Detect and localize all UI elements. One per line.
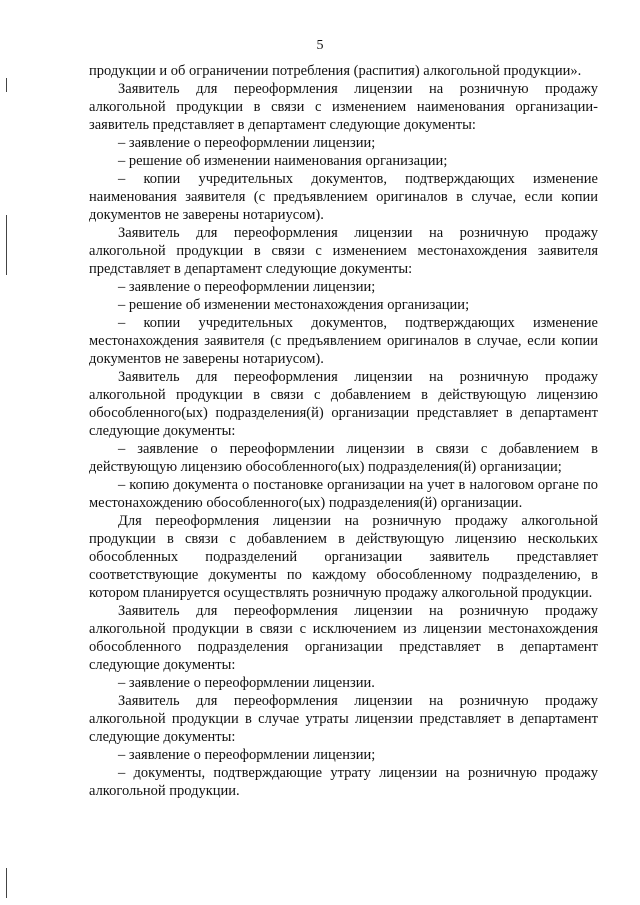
- paragraph: – заявление о переоформлении лицензии.: [118, 675, 375, 691]
- paragraph: – заявление о переоформлении лицензии в связи с добавлением в действующую лицензию обособленного(ых) подразделения(й) организации;: [89, 441, 598, 475]
- paragraph: Заявитель для переоформления лицензии на розничную продажу алкогольной продукции в связи с изменением местонахождения заявителя представляет в департамент следующие документы:: [89, 225, 598, 277]
- paragraph: Заявитель для переоформления лицензии на розничную продажу алкогольной продукции в связи с добавлением в действующую лицензию обособленного(ых) подразделения(й) организации представляет в департамент следующие документы:: [89, 369, 598, 439]
- scan-margin-mark-middle: [6, 215, 7, 275]
- paragraph: – заявление о переоформлении лицензии;: [118, 279, 376, 295]
- paragraph: – копии учредительных документов, подтверждающих изменение наименования заявителя (с предъявлением оригиналов в случае, если копии документов не заверены нотариусом).: [89, 171, 598, 223]
- page-number: 5: [316, 38, 324, 53]
- paragraph: Заявитель для переоформления лицензии на розничную продажу алкогольной продукции в связи с изменением наименования организации-заявитель представляет в департамент следующие документы:: [89, 81, 598, 133]
- paragraph: Заявитель для переоформления лицензии на розничную продажу алкогольной продукции в случае утраты лицензии представляет в департамент следующие документы:: [89, 693, 598, 745]
- paragraph: – копии учредительных документов, подтверждающих изменение местонахождения заявителя (с предъявлением оригиналов в случае, если копии документов не заверены нотариусом).: [89, 315, 598, 367]
- paragraph: – решение об изменении наименования организации;: [118, 153, 448, 169]
- paragraph: продукции и об ограничении потребления (распития) алкогольной продукции».: [89, 63, 582, 79]
- paragraph: – решение об изменении местонахождения организации;: [118, 297, 470, 313]
- paragraph: – документы, подтверждающие утрату лицензии на розничную продажу алкогольной продукции.: [89, 765, 598, 799]
- paragraph: – заявление о переоформлении лицензии;: [118, 135, 376, 151]
- paragraph: – копию документа о постановке организации на учет в налоговом органе по местонахождению обособленного(ых) подразделения(й) организации.: [89, 477, 598, 511]
- paragraph: Для переоформления лицензии на розничную продажу алкогольной продукции в связи с добавлением в действующую лицензию нескольких обособленных подразделений организации заявитель представляет соответствующие документы по каждому обособленному подразделению, в котором планируется осуществлять розничную продажу алкогольной продукции.: [89, 513, 598, 601]
- paragraph: – заявление о переоформлении лицензии;: [118, 747, 376, 763]
- scan-margin-mark-top: [6, 78, 7, 92]
- document-body: [89, 62, 598, 800]
- scan-margin-mark-bottom: [6, 868, 7, 898]
- paragraph: Заявитель для переоформления лицензии на розничную продажу алкогольной продукции в связи с исключением из лицензии местонахождения обособленного подразделения организации представляет в департамент следующие документы:: [89, 603, 598, 673]
